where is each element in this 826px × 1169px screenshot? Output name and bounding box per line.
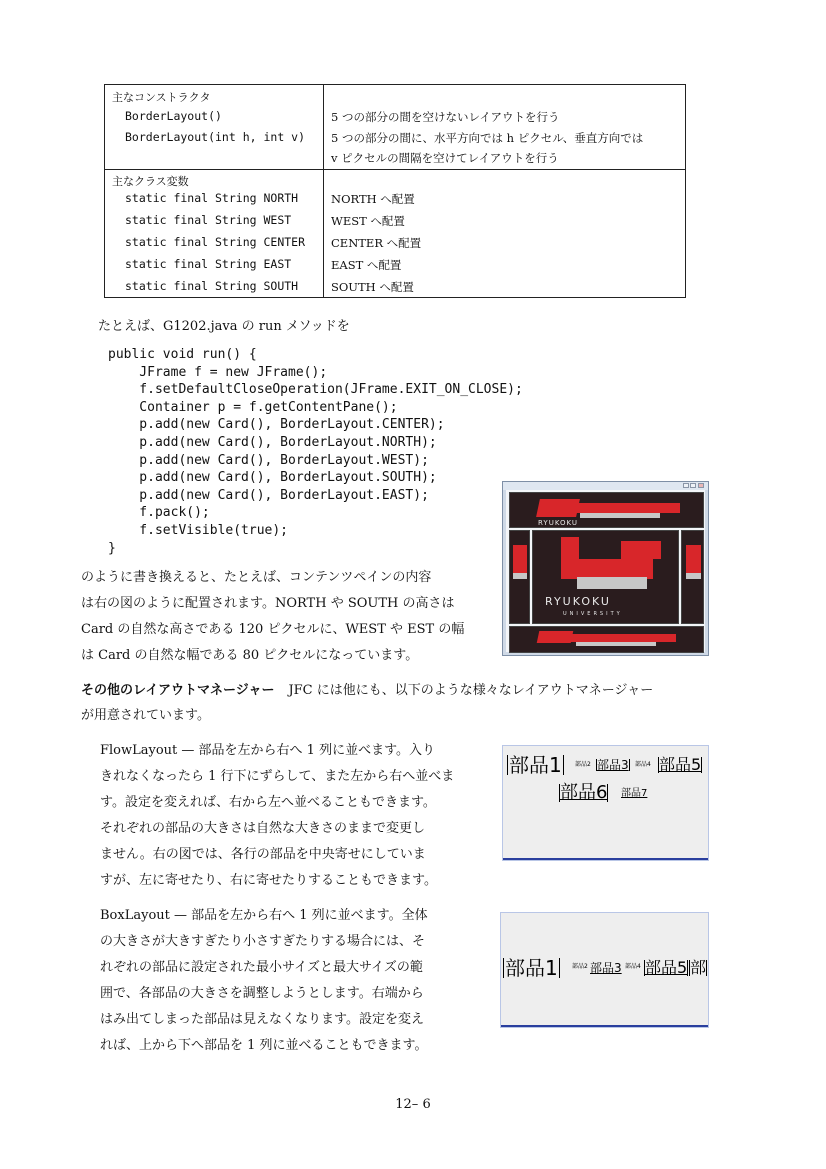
constructor-desc: v ピクセルの間隔を空けてレイアウトを行う	[331, 151, 559, 165]
flow-button-6[interactable]: 部品6	[560, 782, 608, 803]
flow-button-2[interactable]: 部品2	[575, 761, 591, 768]
field-desc: EAST へ配置	[331, 258, 402, 272]
code-listing: public void run() { JFrame f = new JFrame(); f.setDefaultCloseOperation(JFrame.EXIT_ON_CLOSE); Container p = f.getContentPane(); p.add(new Card(), BorderLayout.CENTER); p.add(new Card(), BorderLayout.NORTH); p.add(new Card(), BorderLayout.WEST); p.add(new Card(), BorderLayout.SOUTH); p.add(new Card(), BorderLayout.EAST); f.pack(); f.setVisible(true); }	[108, 347, 523, 556]
constructor-desc: 5 つの部分の間を空けないレイアウトを行う	[331, 110, 560, 124]
flow-desc-line: FlowLayout — 部品を左から右へ 1 列に並べます。入り	[100, 743, 436, 758]
card-subcaption: UNIVERSITY	[563, 611, 623, 617]
field-decl: static final String EAST	[125, 257, 292, 271]
window-bottom-line	[501, 1025, 708, 1027]
api-table	[104, 84, 686, 298]
border-paragraph-line: Card の自然な高さである 120 ピクセルに、WEST や EST の幅	[81, 622, 465, 637]
box-button-2[interactable]: 部品2	[572, 963, 588, 970]
close-icon[interactable]	[698, 483, 704, 488]
border-paragraph-line: は右の図のように配置されます。NORTH や SOUTH の高さは	[81, 596, 455, 611]
minimize-icon[interactable]	[683, 483, 689, 488]
box-desc-line: の大きさが大きすぎたり小さすぎたりする場合には、そ	[100, 934, 426, 949]
box-desc-line: れば、上から下へ部品を 1 列に並べることもできます。	[100, 1038, 428, 1053]
flow-desc-line: きれなくなったら 1 行下にずらして、また左から右へ並べま	[100, 769, 455, 784]
content-pane	[506, 490, 705, 652]
border-layout-window	[502, 481, 709, 656]
section-heading: その他のレイアウトマネージャー	[81, 683, 275, 698]
field-decl: static final String WEST	[125, 213, 292, 227]
box-desc-line: 囲で、各部品の大きさを調整しようとします。右端から	[100, 986, 424, 1001]
box-button-4[interactable]: 部品4	[625, 963, 641, 970]
box-button-3[interactable]: 部品3	[590, 961, 622, 975]
field-decl: static final String NORTH	[125, 191, 299, 205]
window-titlebar	[503, 482, 708, 490]
field-decl: static final String SOUTH	[125, 279, 299, 293]
constructors-heading: 主なコンストラクタ	[112, 91, 211, 104]
fields-heading: 主なクラス変数	[112, 175, 189, 188]
section-intro: JFC には他にも、以下のような様々なレイアウトマネージャー	[288, 683, 654, 698]
fields-section	[105, 169, 685, 297]
constructor-desc: 5 つの部分の間に、水平方向では h ピクセル、垂直方向では	[331, 131, 644, 145]
flow-desc-line: それぞれの部品の大きさは自然な大きさのままで変更し	[100, 821, 426, 836]
border-paragraph-line: のように書き換えると、たとえば、コンテンツペインの内容	[81, 570, 432, 585]
flow-desc-line: すが、左に寄せたり、右に寄せたりすることもできます。	[100, 873, 437, 888]
field-decl: static final String CENTER	[125, 235, 306, 249]
intro-line: たとえば、G1202.java の run メソッドを	[98, 319, 350, 334]
card-center	[532, 530, 679, 624]
flow-desc-line: ません。右の図では、各行の部品を中央寄せにしていま	[100, 847, 426, 862]
flow-button-7[interactable]: 部品7	[621, 788, 648, 799]
constructor-signature: BorderLayout(int h, int v)	[125, 130, 306, 144]
box-desc-line: BoxLayout — 部品を左から右へ 1 列に並べます。全体	[100, 908, 428, 923]
card-west	[509, 530, 530, 624]
card-caption: RYUKOKU	[538, 519, 579, 527]
flow-button-3[interactable]: 部品3	[597, 758, 629, 772]
other-section-line	[81, 680, 653, 702]
box-desc-line: れぞれの部品に設定された最小サイズと最大サイズの範	[100, 960, 423, 975]
constructor-signature: BorderLayout()	[125, 109, 222, 123]
flow-layout-window	[502, 745, 709, 861]
maximize-icon[interactable]	[690, 483, 696, 488]
box-button-5[interactable]: 部品5	[645, 958, 688, 977]
box-layout-window	[500, 912, 709, 1028]
box-button-6-partial[interactable]: 部	[690, 958, 707, 977]
field-desc: SOUTH へ配置	[331, 280, 414, 294]
card-east	[681, 530, 704, 624]
flow-button-1[interactable]: 部品1	[509, 753, 562, 777]
constructors-section	[105, 85, 685, 170]
page-number: 12– 6	[395, 1097, 431, 1112]
border-paragraph-line: は Card の自然な幅である 80 ピクセルになっています。	[81, 648, 419, 663]
field-desc: NORTH へ配置	[331, 192, 415, 206]
other-section-line: が用意されています。	[81, 708, 210, 723]
card-south	[509, 626, 704, 653]
window-bottom-line	[503, 858, 708, 860]
flow-desc-line: す。設定を変えれば、右から左へ並べることもできます。	[100, 795, 436, 810]
flow-button-4[interactable]: 部品4	[635, 761, 651, 768]
flow-button-5[interactable]: 部品5	[659, 755, 702, 774]
field-desc: CENTER へ配置	[331, 236, 422, 250]
box-button-1[interactable]: 部品1	[505, 956, 558, 980]
box-desc-line: はみ出てしまった部品は見えなくなります。設定を変え	[100, 1012, 424, 1027]
field-desc: WEST へ配置	[331, 214, 405, 228]
card-caption: RYUKOKU	[545, 595, 611, 608]
card-north	[509, 492, 704, 528]
